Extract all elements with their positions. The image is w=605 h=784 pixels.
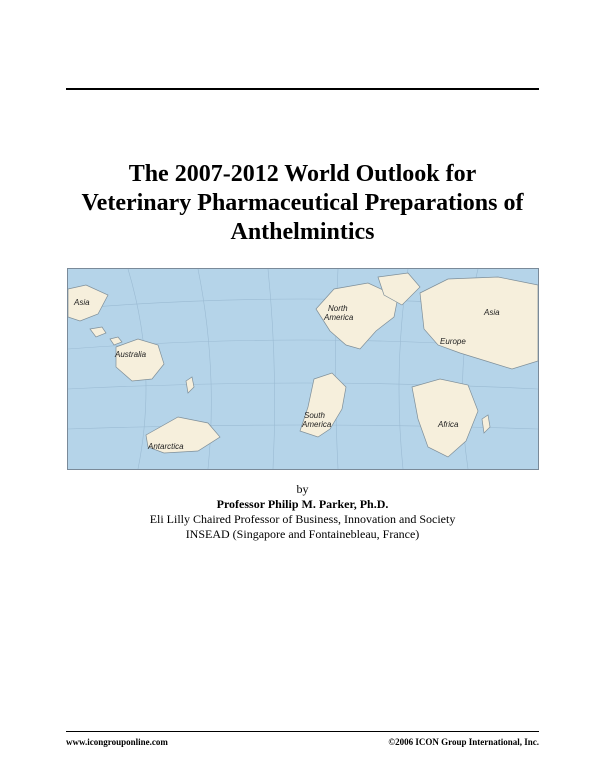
title-line-2: Veterinary Pharmaceutical Preparations of [81, 190, 524, 216]
label-asia-right: Asia [484, 308, 500, 317]
label-south-america-line1: South [304, 411, 325, 420]
byline [40, 482, 565, 542]
top-rule [66, 88, 539, 90]
australia-landmass [116, 339, 164, 381]
title-line-1: The 2007-2012 World Outlook for [128, 161, 477, 187]
bottom-rule [66, 731, 539, 732]
label-antarctica: Antarctica [148, 442, 184, 451]
eurasia-landmass [420, 277, 538, 369]
author-name: Professor Philip M. Parker, Ph.D. [216, 497, 389, 511]
southeast-asia-islands [90, 327, 122, 345]
byline-by: by [296, 482, 309, 496]
label-north-america-line2: America [324, 313, 354, 322]
document-title [40, 160, 565, 247]
world-map [67, 268, 539, 470]
africa-landmass [412, 379, 478, 457]
new-zealand-landmass [186, 377, 194, 393]
madagascar-landmass [482, 415, 490, 433]
title-line-3: Anthelmintics [230, 219, 375, 245]
label-europe: Europe [440, 337, 466, 346]
label-north-america-line1: North [328, 304, 348, 313]
label-australia: Australia [115, 350, 147, 359]
author-position: Eli Lilly Chaired Professor of Business, Innovation and Society [149, 512, 456, 526]
label-south-america-line2: America [302, 420, 332, 429]
world-map-graphic [68, 269, 538, 469]
footer-website: www.icongrouponline.com [66, 737, 168, 747]
footer-copyright: ©2006 ICON Group International, Inc. [388, 737, 539, 747]
map-landmasses [68, 273, 538, 457]
author-institution: INSEAD (Singapore and Fontainebleau, France) [185, 527, 420, 541]
label-africa: Africa [438, 420, 459, 429]
label-asia-left: Asia [74, 298, 90, 307]
